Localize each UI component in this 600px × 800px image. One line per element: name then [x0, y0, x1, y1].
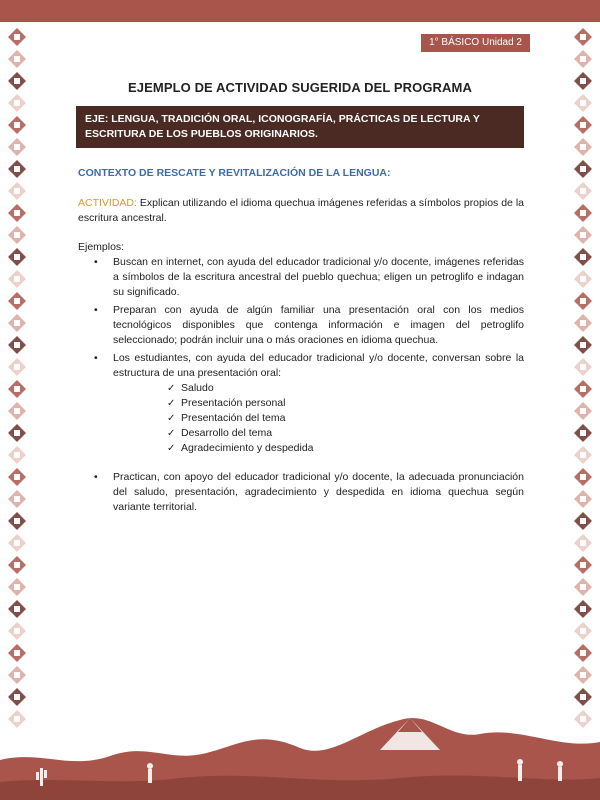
top-band — [0, 0, 600, 22]
page-title: EJEMPLO DE ACTIVIDAD SUGERIDA DEL PROGRAMA — [128, 80, 472, 95]
bullet-icon: • — [94, 352, 98, 364]
list-item — [78, 255, 524, 300]
checklist-item — [167, 411, 524, 426]
checklist-item — [167, 381, 524, 396]
activity-paragraph — [78, 196, 524, 226]
context-heading: CONTEXTO DE RESCATE Y REVITALIZACIÓN DE LA LENGUA: — [78, 167, 391, 179]
list-item — [78, 303, 524, 348]
bullet-icon: • — [94, 304, 98, 316]
checklist-item-text: Presentación personal — [181, 397, 286, 409]
checkmark-icon: ✓ — [167, 428, 176, 439]
checklist-item-text: Saludo — [181, 382, 214, 394]
list-item-text: Los estudiantes, con ayuda del educador tradicional y/o docente, conversan sobre la estructura de una presentación oral: — [113, 352, 524, 379]
checklist-item — [167, 441, 524, 456]
checklist — [113, 381, 524, 456]
checkmark-icon: ✓ — [167, 398, 176, 409]
activity-label: ACTIVIDAD: — [78, 197, 137, 209]
list-item-text: Practican, con apoyo del educador tradicional y/o docente, la adecuada pronunciación del saludo, presentación, agradecimiento y despedida en idioma quechua según variante territorial. — [113, 471, 524, 513]
examples-list — [78, 255, 524, 518]
checklist-item — [167, 396, 524, 411]
eje-banner: EJE: LENGUA, TRADICIÓN ORAL, ICONOGRAFÍA, PRÁCTICAS DE LECTURA Y ESCRITURA DE LOS PUEBLOS ORIGINARIOS. — [76, 106, 524, 148]
examples-label: Ejemplos: — [78, 241, 125, 253]
checkmark-icon: ✓ — [167, 443, 176, 454]
checklist-item-text: Desarrollo del tema — [181, 427, 273, 439]
activity-text: Explican utilizando el idioma quechua imágenes referidas a símbolos propios de la escritura ancestral. — [78, 197, 524, 224]
list-item-text: Buscan en internet, con ayuda del educador tradicional y/o docente, imágenes referidas a símbolos de la escritura ancestral del pueblo quechua; eligen un petroglifo e indagan su significado. — [113, 256, 524, 298]
bullet-icon: • — [94, 256, 98, 268]
checklist-item — [167, 426, 524, 441]
list-item — [78, 351, 524, 456]
list-item — [78, 470, 524, 515]
bullet-icon: • — [94, 471, 98, 483]
checkmark-icon: ✓ — [167, 413, 176, 424]
footer-landscape-illustration — [0, 690, 600, 800]
left-decorative-border — [6, 26, 28, 730]
right-decorative-border — [572, 26, 594, 730]
checklist-item-text: Presentación del tema — [181, 412, 286, 424]
checklist-item-text: Agradecimiento y despedida — [181, 442, 314, 454]
unit-badge: 1° BÁSICO Unidad 2 — [421, 34, 530, 52]
checkmark-icon: ✓ — [167, 383, 176, 394]
list-item-text: Preparan con ayuda de algún familiar una presentación oral con los medios tecnológicos disponibles que contenga información e imagen del petroglifo seleccionado; podrán incluir una o más oraciones en idioma quechua. — [113, 304, 524, 346]
